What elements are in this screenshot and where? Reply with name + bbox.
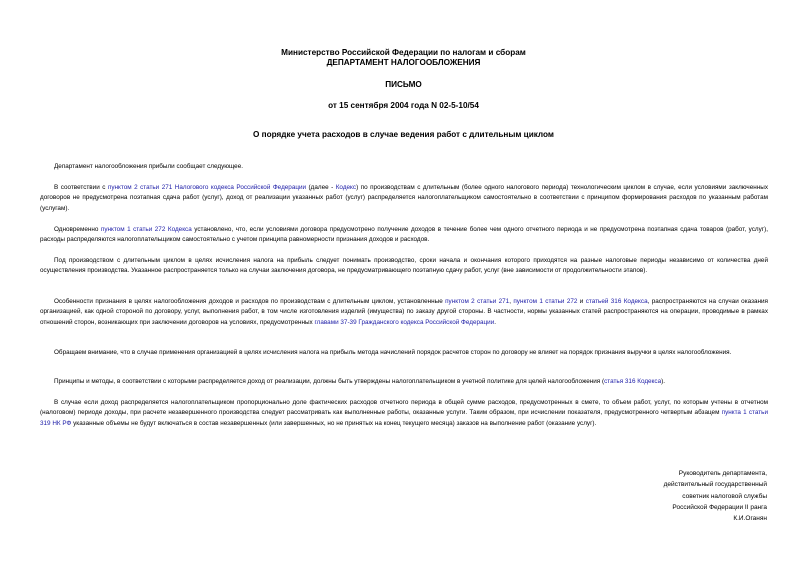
text-segment: , распространяются на случаи оказания организацией, как одной стороной по договору, услуг, выполнения работ, в том числе изготовления изделий (имущества) по заказу другой стороны. В частности, нормы указанных статей распространяются на операции, проводимые в рамках отношений сторон, возникающих при заключении договоров на условиях, предусмотренных	[40, 298, 768, 326]
signature-line-2: действительный государственный	[663, 481, 767, 489]
text-segment: .	[494, 318, 497, 326]
text-segment: ).	[661, 378, 665, 385]
link-article-271-tax-code[interactable]: пунктом 2 статьи 271 Налогового кодекса Российской Федерации	[107, 184, 307, 191]
text-segment: установлено, что, если условиями договора предусмотрено получение доходов в течение более чем одного отчетного периода и не предусмотрена поэтапная сдача товаров (работ, услуг), расходы распределяются налогоплательщиком самостоятельно с учетом принципа равномерности признания доходов и расходов.	[40, 226, 768, 244]
paragraph-4: Под производством с длительным циклом в целях исчисления налога на прибыль следует понимать производство, сроки начала и окончания которого приходятся на разные налоговые периоды независимо от количества дней осуществления производства. Указанное распространяется только на случаи заключения договора, не предусматривающего поэтапную сдачу работ, услуг (вне зависимости от продолжительности этапов).	[40, 257, 768, 275]
text-segment: Принципы и методы, в соответствии с которыми распределяется доход от реализации, должны быть утверждены налогоплательщиком в учетной политике для целей налогообложения (	[54, 378, 605, 385]
link-article-316-code[interactable]: статья 316 Кодекса	[604, 378, 662, 385]
paragraph-3	[40, 225, 768, 246]
text-segment: Одновременно	[54, 226, 101, 233]
text-segment: Особенности признания в целях налогообложения доходов и расходов по производствам с длительным циклом, установленные	[54, 298, 446, 305]
text-segment: и	[577, 298, 586, 305]
link-code[interactable]: Кодекс	[335, 184, 357, 191]
signature-name: К.И.Оганян	[733, 515, 767, 523]
link-article-316[interactable]: статьей 316 Кодекса	[585, 298, 648, 305]
link-civil-code-chapters[interactable]: главами 37-39 Гражданского кодекса Российской Федерации	[314, 318, 495, 326]
document-type: ПИСЬМО	[385, 80, 422, 89]
signature-line-1: Руководитель департамента,	[678, 470, 767, 477]
text-segment: (далее -	[306, 184, 336, 191]
text-segment: ) по производствам с длительным (более одного налогового периода) технологическим циклом в случае, если условиями заключенных договоров не предусмотрена поэтапная сдача работ (услуг), доход от реализации указанных работ (услуг) распределяется налогоплательщиком самостоятельно в соответствии с принципом формирования расходов по указанным работам (услугам).	[40, 184, 768, 212]
link-article-271[interactable]: пунктом 2 статьи 271	[445, 298, 510, 305]
department-title: ДЕПАРТАМЕНТ НАЛОГООБЛОЖЕНИЯ	[326, 58, 481, 67]
link-article-319-tax-code[interactable]: пункта 1 статьи 319 НК РФ	[40, 409, 768, 427]
paragraph-2	[40, 183, 768, 214]
text-segment: В соответствии с	[54, 184, 108, 191]
signature-block	[664, 468, 767, 524]
text-segment: ,	[509, 298, 514, 305]
paragraph-5	[40, 297, 768, 328]
signature-line-4: Российской Федерации II ранга	[672, 503, 767, 511]
document-subject: О порядке учета расходов в случае ведения работ с длительным циклом	[253, 130, 554, 139]
paragraph-8	[40, 398, 768, 429]
paragraph-1: Департамент налогообложения прибыли сообщает следующее.	[54, 163, 243, 170]
ministry-title: Министерство Российской Федерации по налогам и сборам	[281, 48, 526, 57]
text-segment: указанные объемы не будут включаться в состав незавершенных (или завершенных, но не принятых на конец текущего месяца) заказов на выполнение работ (оказание услуг).	[71, 419, 597, 427]
link-article-272[interactable]: пунктом 1 статьи 272	[513, 298, 578, 305]
signature-line-3: советник налоговой службы	[682, 492, 767, 500]
paragraph-7	[40, 377, 768, 387]
document-date-number: от 15 сентября 2004 года N 02-5-10/54	[328, 101, 479, 110]
paragraph-6: Обращаем внимание, что в случае применения организацией в целях исчисления налога на прибыль метода начислений порядок расчетов сторон по договору не влияет на порядок признания выручки в целях налогообложения.	[54, 349, 732, 356]
link-article-272-code[interactable]: пунктом 1 статьи 272 Кодекса	[100, 226, 192, 233]
text-segment: В случае если доход распределяется налогоплательщиком пропорционально доле фактических расходов отчетного периода в общей сумме расходов, предусмотренных в смете, то объем работ, услуг, по которым учтены в отчетном (налоговом) периоде доходы, при расчете незавершенного производства следует рассматривать как выполненные работы, оказанные услуги. Таким образом, при исчислении показателя, предусмотренного четвертым абзацем	[40, 399, 768, 417]
